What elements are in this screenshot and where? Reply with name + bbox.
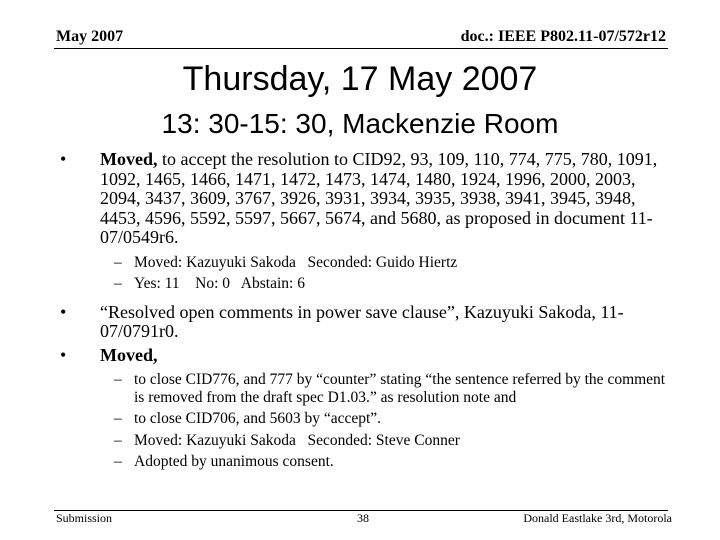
bullet-marker: • xyxy=(60,344,67,365)
sub-bullet-text: to close CID706, and 5603 by “accept”. xyxy=(134,410,382,427)
dash-marker: – xyxy=(114,410,122,427)
slide-subtitle: 13: 30-15: 30, Mackenzie Room xyxy=(161,108,559,139)
sub-bullet-text: Moved: Kazuyuki Sakoda Seconded: Steve Conner xyxy=(134,431,460,449)
sub-bullet-item xyxy=(60,371,670,406)
slide-body xyxy=(60,150,670,471)
header-date: May 2007 xyxy=(56,28,124,45)
bullet-text: “Resolved open comments in power save clause”, Kazuyuki Sakoda, 11-07/0791r0. xyxy=(100,301,624,341)
dash-marker: – xyxy=(114,371,122,388)
bullet-item xyxy=(60,303,670,342)
sub-bullet-text: Adopted by unanimous consent. xyxy=(134,453,334,470)
sub-bullet-item xyxy=(60,453,670,471)
slide-title: Thursday, 17 May 2007 xyxy=(182,60,538,98)
sub-bullet-item xyxy=(60,275,670,293)
bullet-bold-lead: Moved, xyxy=(100,344,158,365)
sub-bullet-text: Moved: Kazuyuki Sakoda Seconded: Guido Hiertz xyxy=(134,253,458,271)
footer-submission: Submission xyxy=(56,511,113,525)
header-divider xyxy=(54,48,668,49)
footer-page-number: 38 xyxy=(357,511,369,525)
bullet-text: to accept the resolution to CID92, 93, 109, 110, 774, 775, 780, 1091, 1092, 1465, 1466, 1471, 1472, 1473, 1474, 1480, 1924, 1996, 2000, 2003, 2094, 3437, 3609, 3767, 3926, 3931, 3934, 3935, 3938, 3941, 3945, 3948, 4453, 4596, 5592, 5597, 5667, 5674, and 5680, as proposed in document 11-07/0549r6. xyxy=(100,149,658,247)
bullet-marker: • xyxy=(60,149,67,169)
dash-marker: – xyxy=(114,453,122,470)
bullet-item xyxy=(60,346,670,366)
bullet-item xyxy=(60,150,670,248)
sub-bullet-item xyxy=(60,410,670,428)
dash-marker: – xyxy=(114,275,122,292)
bullet-marker: • xyxy=(60,301,67,322)
footer-author: Donald Eastlake 3rd, Motorola xyxy=(523,511,672,525)
bullet-bold-lead: Moved, xyxy=(100,149,158,169)
header-doc-id: doc.: IEEE P802.11-07/572r12 xyxy=(460,28,666,45)
sub-bullet-text: Yes: 11 No: 0 Abstain: 6 xyxy=(134,275,305,292)
sub-bullet-item xyxy=(60,254,670,272)
dash-marker: – xyxy=(114,431,122,449)
sub-bullet-item xyxy=(60,432,670,450)
sub-bullet-text: to close CID776, and 777 by “counter” stating “the sentence referred by the comment is removed from the draft spec D1.03.” as resolution note and xyxy=(134,371,666,406)
dash-marker: – xyxy=(114,253,122,271)
